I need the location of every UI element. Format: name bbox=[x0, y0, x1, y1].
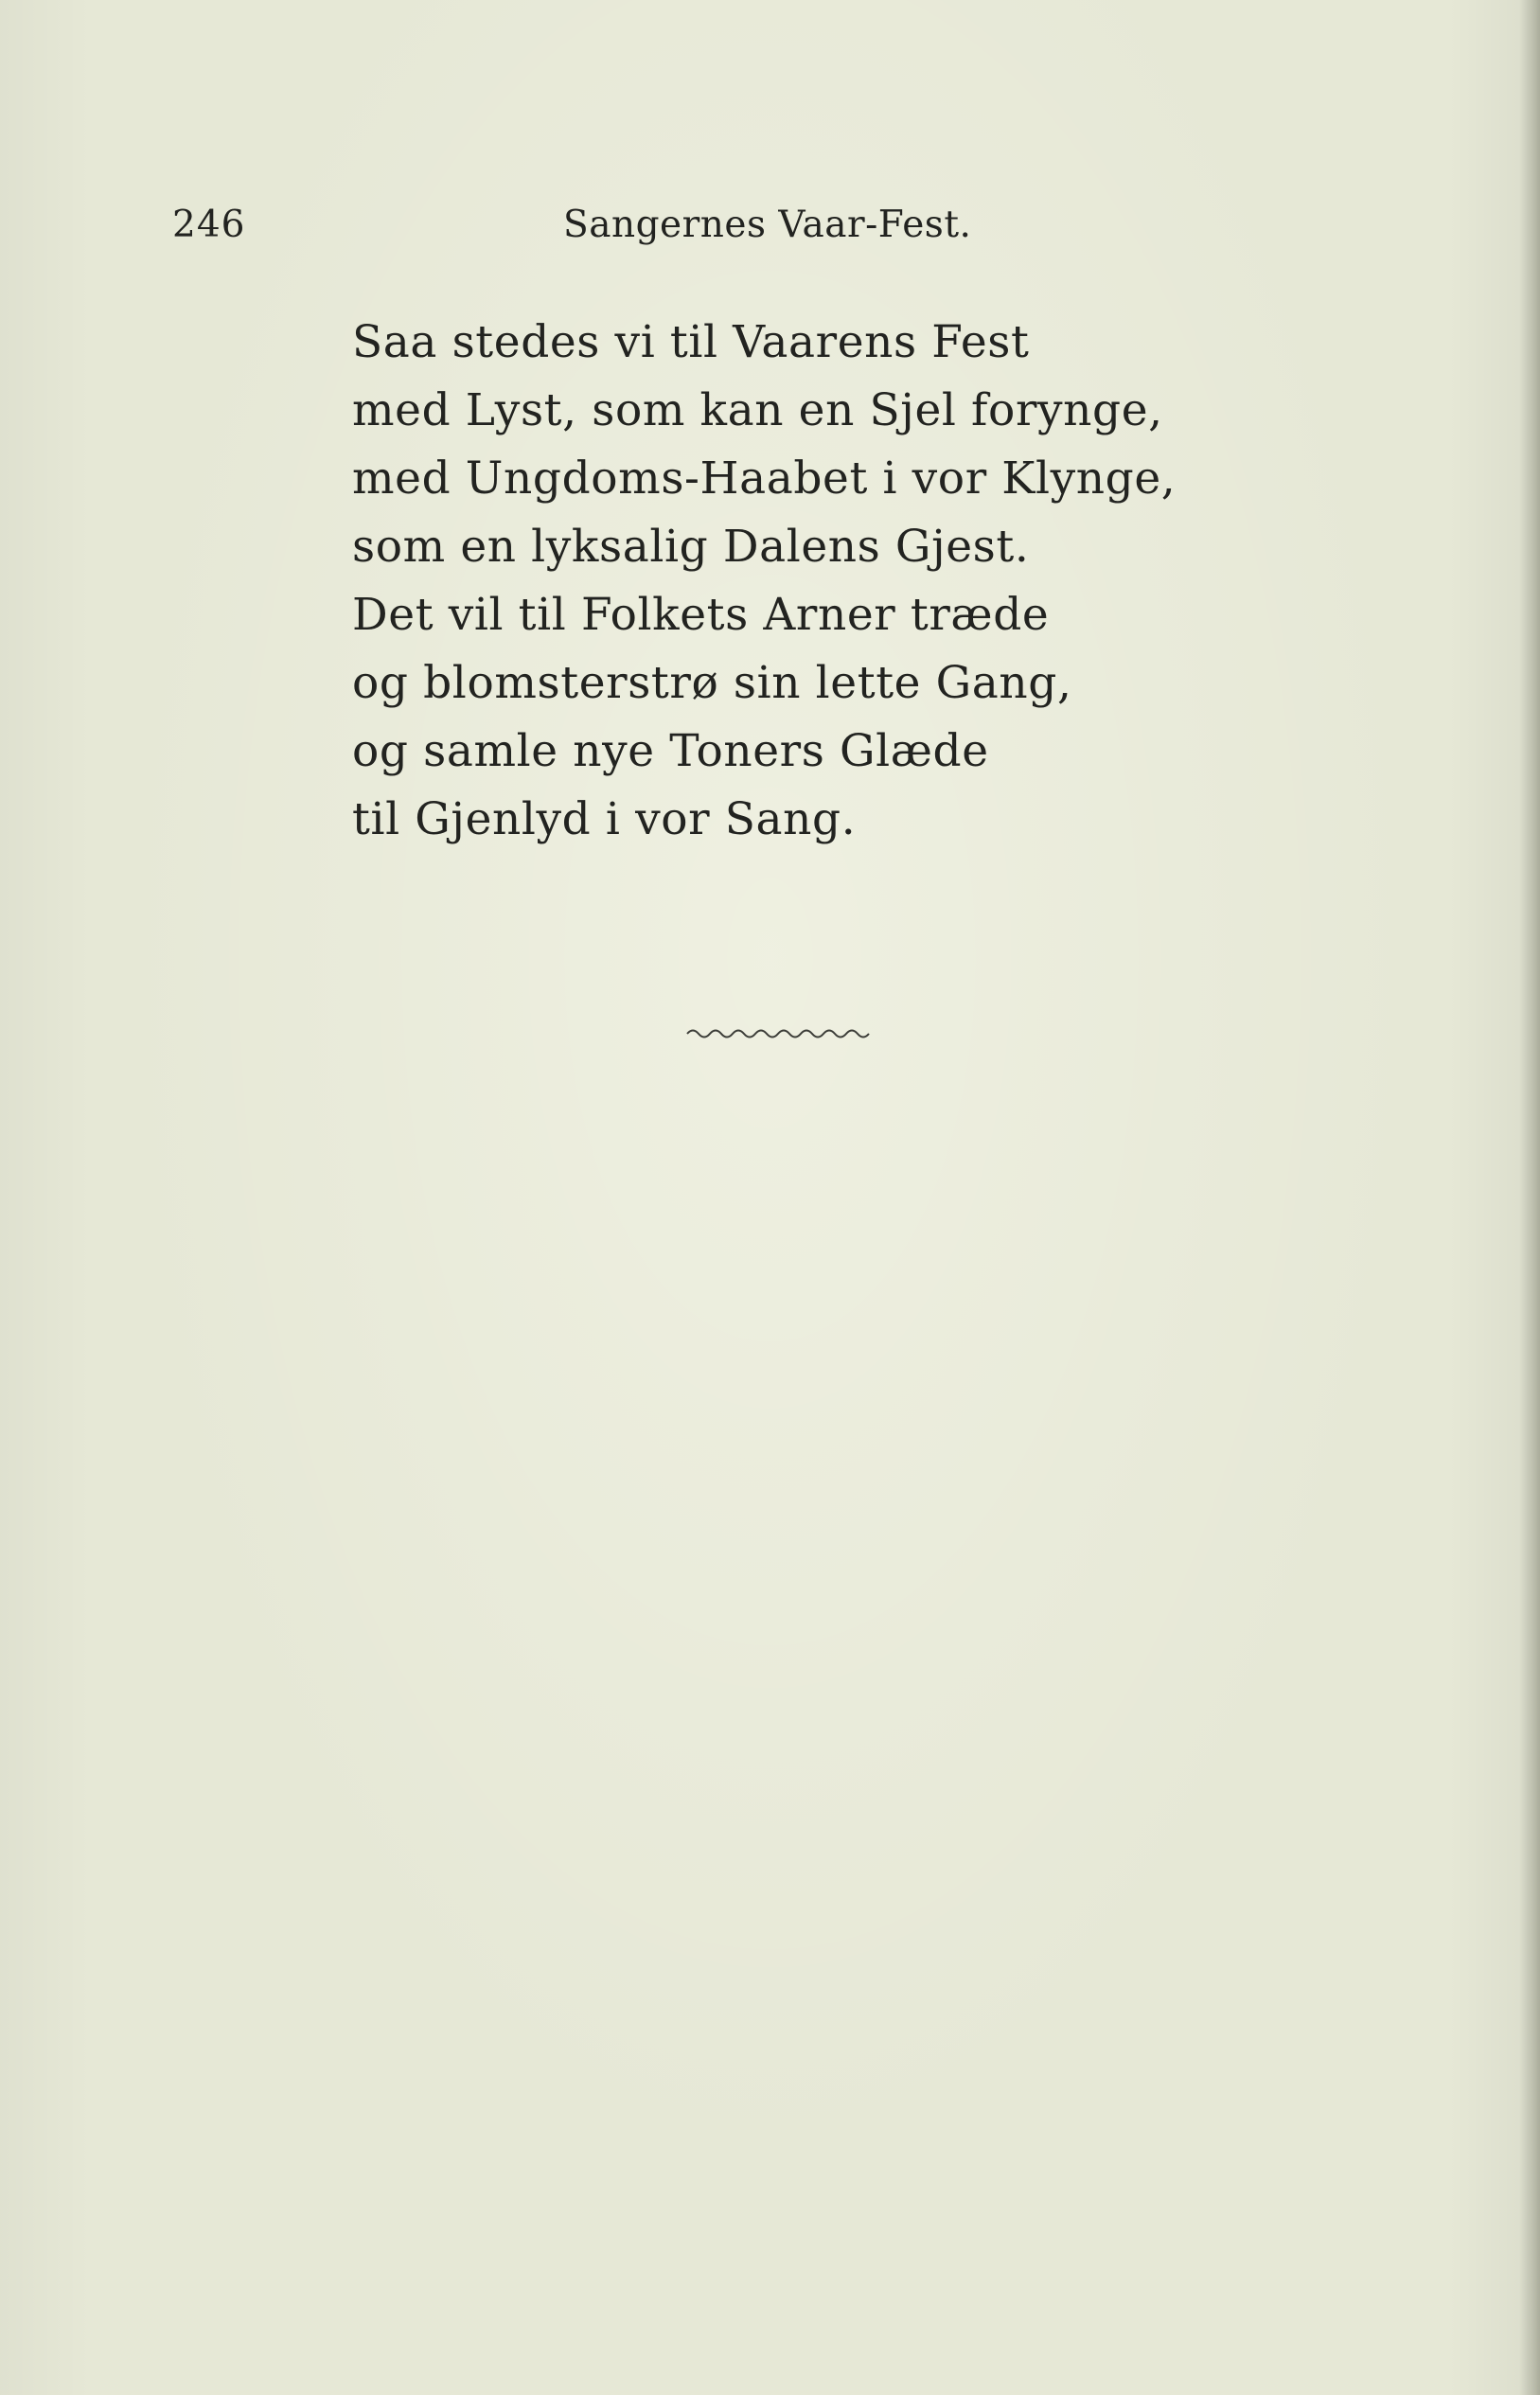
wavy-line-ornament-icon bbox=[685, 1024, 875, 1039]
poem-stanza bbox=[352, 309, 1176, 854]
poem-line: til Gjenlyd i vor Sang. bbox=[352, 793, 857, 845]
running-head bbox=[0, 199, 1540, 252]
poem-line: Det vil til Folkets Arner træde bbox=[352, 589, 1050, 641]
page-number: 246 bbox=[172, 204, 246, 246]
poem-line: og samle nye Toners Glæde bbox=[352, 725, 989, 777]
poem-line: og blomsterstrø sin lette Gang, bbox=[352, 657, 1072, 709]
poem-line: med Ungdoms-Haabet i vor Klynge, bbox=[352, 452, 1177, 505]
poem-line: med Lyst, som kan en Sjel forynge, bbox=[352, 384, 1163, 436]
page-edge-shadow bbox=[1519, 0, 1540, 2395]
running-title: Sangernes Vaar-Fest. bbox=[563, 204, 972, 246]
poem-line: som en lyksalig Dalens Gjest. bbox=[352, 521, 1030, 573]
poem-line: Saa stedes vi til Vaarens Fest bbox=[352, 316, 1030, 368]
